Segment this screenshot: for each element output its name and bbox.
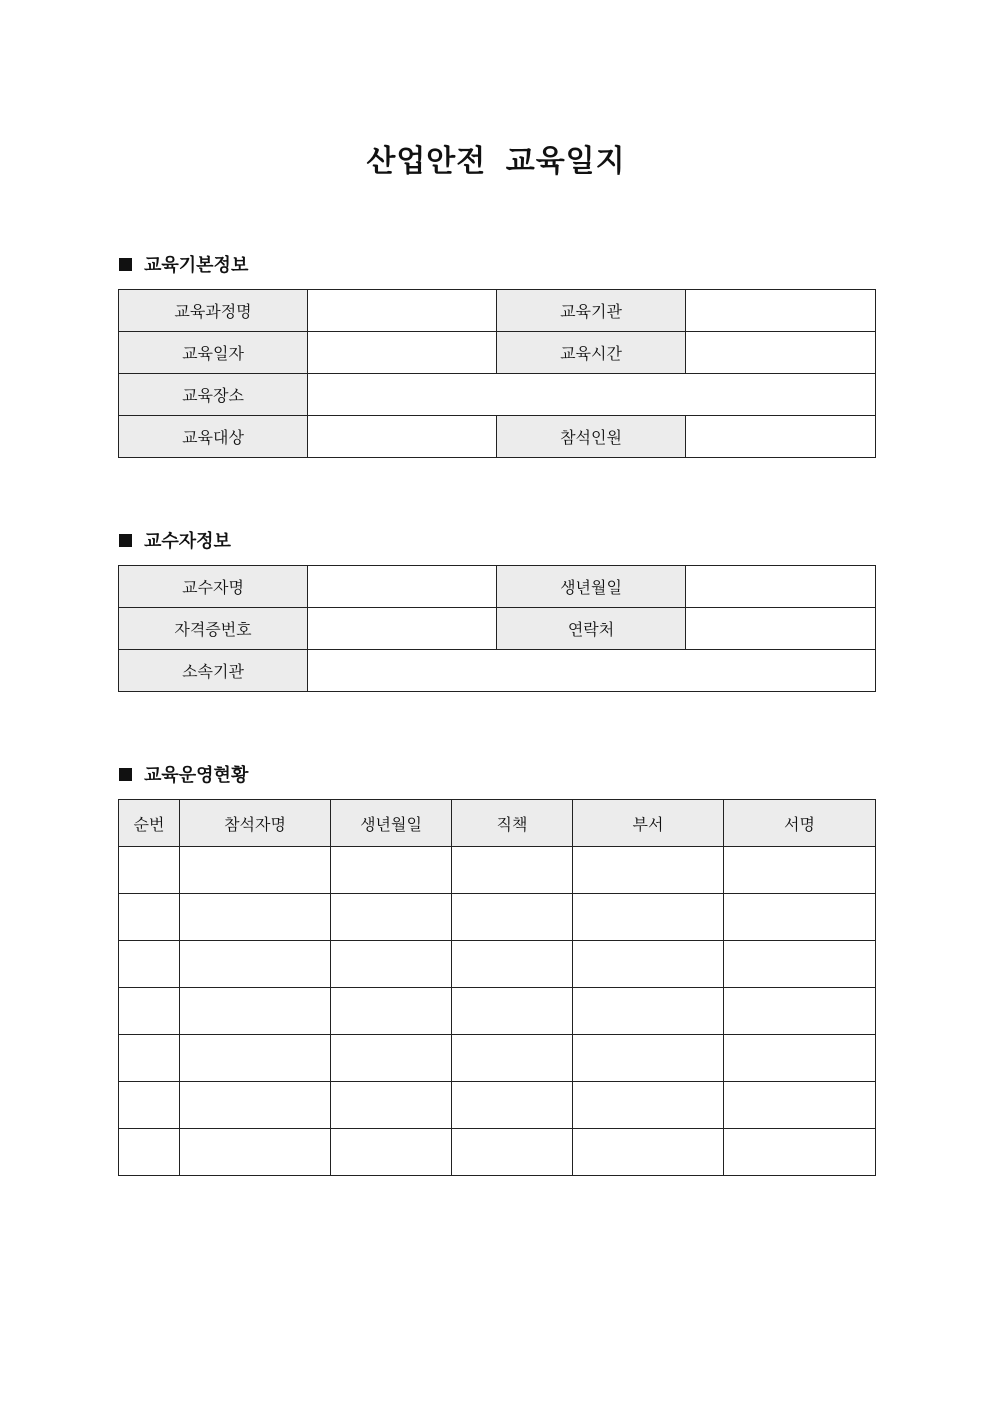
cell-signature[interactable] — [724, 1082, 876, 1129]
cell-signature[interactable] — [724, 1129, 876, 1176]
table-row — [119, 374, 876, 416]
cell-attendee-name[interactable] — [180, 988, 331, 1035]
affiliation-field[interactable] — [308, 650, 876, 692]
operation-status-table — [118, 799, 876, 1176]
attendees-label: 참석인원 — [497, 416, 686, 458]
document-title: 산업안전 교육일지 — [366, 144, 626, 179]
cell-department[interactable] — [573, 894, 724, 941]
cell-attendee-name[interactable] — [180, 1035, 331, 1082]
table-row — [119, 416, 876, 458]
table-row — [119, 988, 876, 1035]
cell-seq[interactable] — [119, 894, 180, 941]
table-row — [119, 894, 876, 941]
section-heading-instructor-info — [119, 528, 231, 552]
date-field[interactable] — [308, 332, 497, 374]
cell-signature[interactable] — [724, 847, 876, 894]
table-header-row — [119, 800, 876, 847]
target-label: 교육대상 — [119, 416, 308, 458]
table-row — [119, 332, 876, 374]
table-row — [119, 566, 876, 608]
table-row — [119, 1082, 876, 1129]
section-heading-label: 교육운영현황 — [144, 765, 249, 786]
table-row — [119, 941, 876, 988]
cell-attendee-name[interactable] — [180, 941, 331, 988]
table-row — [119, 1129, 876, 1176]
place-field[interactable] — [308, 374, 876, 416]
cell-department[interactable] — [573, 1129, 724, 1176]
section-heading-basic-info — [119, 252, 248, 276]
cell-seq[interactable] — [119, 847, 180, 894]
cell-birthdate[interactable] — [331, 1129, 452, 1176]
birthdate-label: 생년월일 — [497, 566, 686, 608]
place-label: 교육장소 — [119, 374, 308, 416]
column-header-seq: 순번 — [119, 800, 180, 847]
column-header-department: 부서 — [573, 800, 724, 847]
column-header-signature: 서명 — [724, 800, 876, 847]
section-heading-label: 교수자정보 — [144, 531, 231, 552]
square-bullet-icon — [119, 534, 132, 547]
cell-signature[interactable] — [724, 988, 876, 1035]
cell-attendee-name[interactable] — [180, 894, 331, 941]
affiliation-label: 소속기관 — [119, 650, 308, 692]
license-no-field[interactable] — [308, 608, 497, 650]
table-row — [119, 650, 876, 692]
institution-label: 교육기관 — [497, 290, 686, 332]
cell-birthdate[interactable] — [331, 941, 452, 988]
cell-birthdate[interactable] — [331, 847, 452, 894]
institution-field[interactable] — [686, 290, 876, 332]
cell-attendee-name[interactable] — [180, 1082, 331, 1129]
cell-seq[interactable] — [119, 1035, 180, 1082]
cell-department[interactable] — [573, 847, 724, 894]
birthdate-field[interactable] — [686, 566, 876, 608]
section-heading-label: 교육기본정보 — [144, 255, 249, 276]
column-header-attendee-name: 참석자명 — [180, 800, 331, 847]
cell-position[interactable] — [452, 1035, 573, 1082]
cell-attendee-name[interactable] — [180, 847, 331, 894]
table-row — [119, 847, 876, 894]
cell-position[interactable] — [452, 847, 573, 894]
instructor-name-field[interactable] — [308, 566, 497, 608]
cell-birthdate[interactable] — [331, 1035, 452, 1082]
square-bullet-icon — [119, 258, 132, 271]
cell-position[interactable] — [452, 988, 573, 1035]
table-row — [119, 1035, 876, 1082]
course-name-label: 교육과정명 — [119, 290, 308, 332]
basic-info-table — [118, 289, 876, 458]
cell-birthdate[interactable] — [331, 894, 452, 941]
attendees-field[interactable] — [686, 416, 876, 458]
cell-birthdate[interactable] — [331, 988, 452, 1035]
column-header-position: 직책 — [452, 800, 573, 847]
target-field[interactable] — [308, 416, 497, 458]
cell-birthdate[interactable] — [331, 1082, 452, 1129]
cell-signature[interactable] — [724, 941, 876, 988]
cell-position[interactable] — [452, 1082, 573, 1129]
cell-seq[interactable] — [119, 941, 180, 988]
cell-signature[interactable] — [724, 1035, 876, 1082]
contact-label: 연락처 — [497, 608, 686, 650]
cell-department[interactable] — [573, 941, 724, 988]
time-field[interactable] — [686, 332, 876, 374]
cell-department[interactable] — [573, 1082, 724, 1129]
cell-department[interactable] — [573, 1035, 724, 1082]
table-row — [119, 290, 876, 332]
cell-position[interactable] — [452, 1129, 573, 1176]
cell-department[interactable] — [573, 988, 724, 1035]
cell-seq[interactable] — [119, 988, 180, 1035]
cell-attendee-name[interactable] — [180, 1129, 331, 1176]
time-label: 교육시간 — [497, 332, 686, 374]
contact-field[interactable] — [686, 608, 876, 650]
course-name-field[interactable] — [308, 290, 497, 332]
date-label: 교육일자 — [119, 332, 308, 374]
cell-signature[interactable] — [724, 894, 876, 941]
square-bullet-icon — [119, 768, 132, 781]
cell-seq[interactable] — [119, 1129, 180, 1176]
section-heading-operation-status — [119, 762, 248, 786]
instructor-info-table — [118, 565, 876, 692]
license-no-label: 자격증번호 — [119, 608, 308, 650]
instructor-name-label: 교수자명 — [119, 566, 308, 608]
cell-position[interactable] — [452, 894, 573, 941]
table-row — [119, 608, 876, 650]
cell-position[interactable] — [452, 941, 573, 988]
column-header-birthdate: 생년월일 — [331, 800, 452, 847]
cell-seq[interactable] — [119, 1082, 180, 1129]
